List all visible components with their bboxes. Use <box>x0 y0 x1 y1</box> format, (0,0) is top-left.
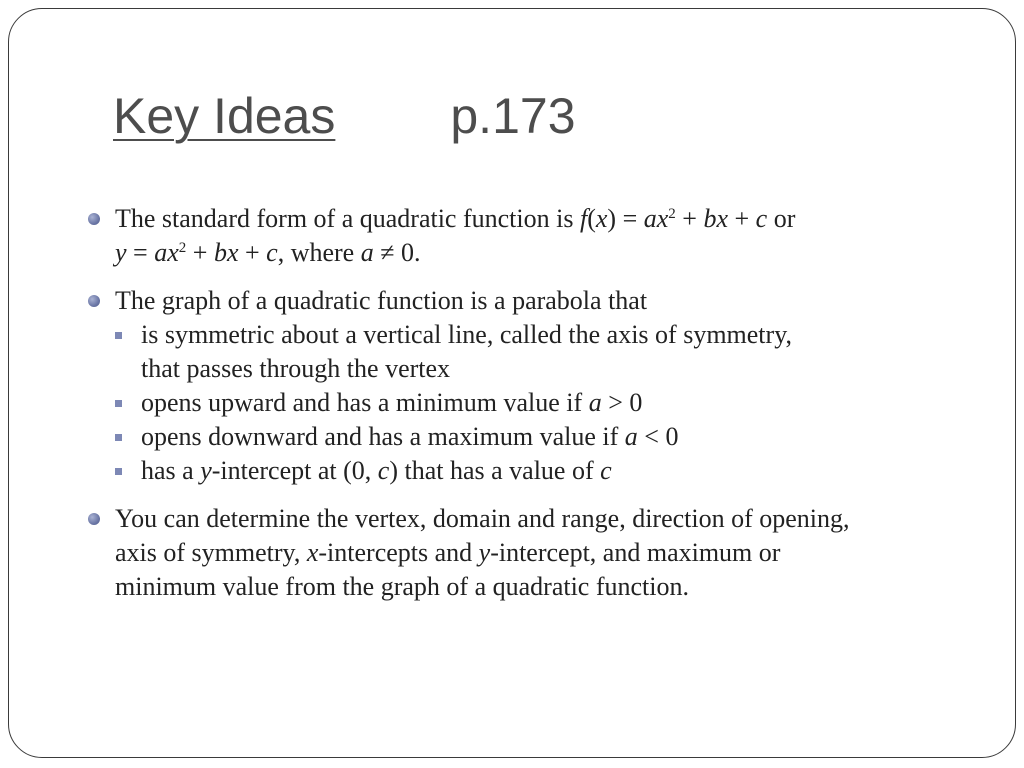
text-run: , where <box>277 238 361 267</box>
bullet-line: You can determine the vertex, domain and range, direction of opening, <box>115 504 850 533</box>
exponent: 2 <box>178 240 187 256</box>
subitem-symmetric <box>115 318 986 386</box>
text-run: ≠ 0. <box>373 238 421 267</box>
text-run: -intercept, and maximum or <box>490 538 781 567</box>
bullet-line: minimum value from the graph of a quadratic function. <box>115 572 689 601</box>
title-text: Key Ideas <box>113 88 336 144</box>
text-run: The standard form of a quadratic function is <box>115 204 580 233</box>
square-bullet-icon <box>115 434 122 441</box>
text-run: + <box>728 204 756 233</box>
math-var: a <box>624 422 638 451</box>
subitem-line <box>141 386 986 420</box>
subitem-y-intercept <box>115 454 986 488</box>
text-run: has a <box>141 456 201 485</box>
subitem-line: that passes through the vertex <box>141 354 451 383</box>
text-run: -intercepts and <box>318 538 479 567</box>
math-var: y <box>200 456 212 485</box>
subitem-line <box>141 454 986 488</box>
math-var: c <box>600 456 612 485</box>
text-run: opens upward and has a minimum value if <box>141 388 589 417</box>
text-run: ( <box>587 204 596 233</box>
text-run: > 0 <box>601 388 643 417</box>
math-var: ax <box>643 204 669 233</box>
math-var: c <box>755 204 768 233</box>
math-var: ax <box>154 238 179 267</box>
text-run: + <box>238 238 267 267</box>
subitem-line: is symmetric about a vertical line, called the axis of symmetry, <box>141 320 793 349</box>
subitem-line <box>141 420 986 454</box>
page-reference: p.173 <box>450 88 576 144</box>
bullet-line <box>115 536 986 570</box>
math-var: bx <box>213 238 239 267</box>
square-bullet-icon <box>115 332 122 339</box>
math-var: c <box>377 456 390 485</box>
exponent: 2 <box>668 206 676 222</box>
text-run: ) that has a value of <box>389 456 601 485</box>
square-bullet-icon <box>115 468 122 475</box>
bullet-determine-from-graph <box>86 502 986 604</box>
bullet-dot-icon <box>88 513 100 525</box>
subitem-opens-upward <box>115 386 986 420</box>
math-var: x <box>595 204 608 233</box>
text-run: axis of symmetry, <box>115 538 307 567</box>
text-run: = <box>126 238 155 267</box>
bullet-intro: The graph of a quadratic function is a parabola that <box>115 286 648 315</box>
text-run: < 0 <box>637 422 679 451</box>
text-run: or <box>767 204 796 233</box>
text-run: ) = <box>607 204 644 233</box>
text-run: opens downward and has a maximum value if <box>141 422 625 451</box>
bullet-list <box>86 202 986 618</box>
bullet-line <box>115 236 986 270</box>
text-run: + <box>675 204 704 233</box>
math-var: c <box>266 238 278 267</box>
math-var: a <box>588 388 602 417</box>
math-var: bx <box>703 204 728 233</box>
math-var: f <box>579 204 588 233</box>
subitem-opens-downward <box>115 420 986 454</box>
text-run: -intercept at (0, <box>211 456 378 485</box>
bullet-standard-form <box>86 202 986 270</box>
square-bullet-icon <box>115 400 122 407</box>
text-run: + <box>186 238 214 267</box>
slide-title <box>113 86 576 146</box>
math-var: x <box>306 538 319 567</box>
bullet-dot-icon <box>88 295 100 307</box>
math-var: y <box>115 238 127 267</box>
math-var: a <box>360 238 374 267</box>
bullet-line <box>115 202 986 236</box>
math-var: y <box>478 538 491 567</box>
bullet-parabola <box>86 284 986 488</box>
bullet-dot-icon <box>88 213 100 225</box>
